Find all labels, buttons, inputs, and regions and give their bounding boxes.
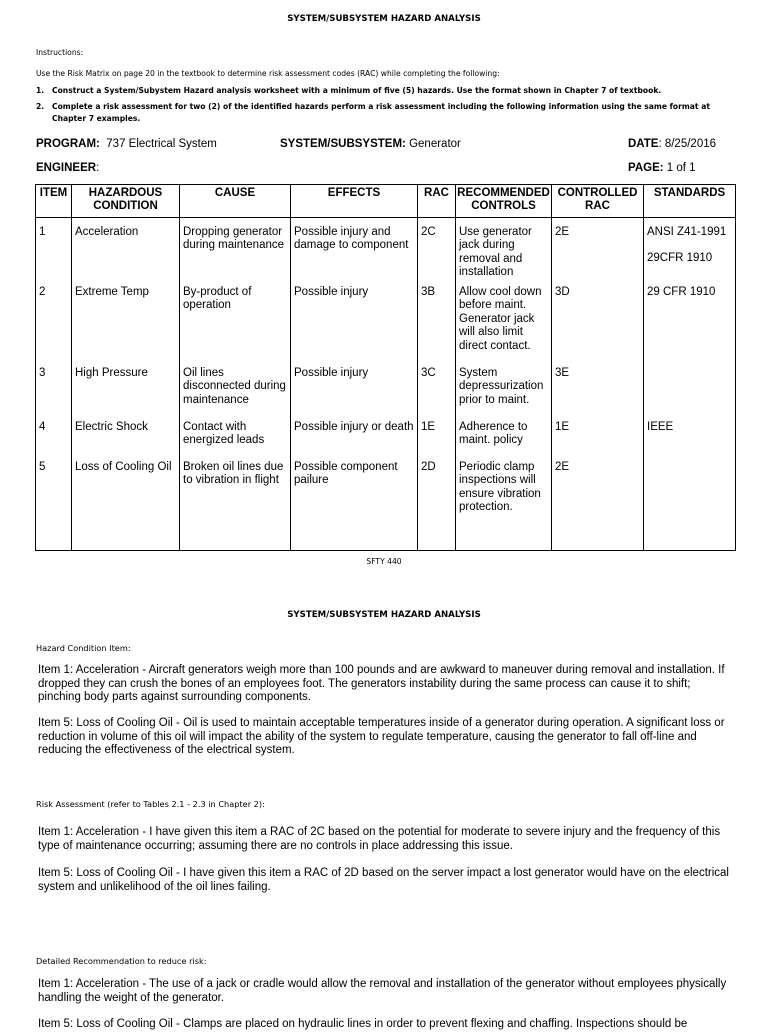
table-row [36, 286, 736, 367]
engineer-field [36, 162, 99, 174]
instructions-label: Instructions: [36, 48, 84, 57]
header-hazardous-condition [72, 185, 180, 218]
table-row [36, 421, 736, 461]
table-header-row [36, 185, 736, 218]
instruction-item-1 [36, 85, 736, 97]
cell-effects: Possible injury and damage to component [291, 218, 418, 287]
instruction-item-2 [36, 101, 736, 125]
header-text: CONTROLS [471, 200, 536, 213]
cell-controlled-rac: 3D [552, 286, 644, 367]
header-controlled-rac [552, 185, 644, 218]
risk-paragraph-item5: Item 5: Loss of Cooling Oil - I have given this item a RAC of 2D based on the server impact a lost generator would have on the electrical system and unlikelihood of the oil lines failing. [38, 867, 729, 893]
cell-hazard: Extreme Temp [72, 286, 180, 367]
cell-cause: Oil lines disconnected during maintenance [180, 367, 291, 421]
header-standards: STANDARDS [644, 185, 736, 218]
cell-controls: Use generator jack during removal and installation [456, 218, 552, 287]
cell-cause: By-product of operation [180, 286, 291, 367]
instruction-text: Construct a System/Subystem Hazard analysis worksheet with a minimum of five (5) hazards. Use the format shown in Chapter 7 of textbook. [52, 86, 662, 95]
program-label: PROGRAM: [36, 138, 100, 150]
header-text: RAC [585, 200, 610, 213]
page-footer: SFTY 440 [366, 557, 402, 566]
date-value: : 8/25/2016 [658, 138, 717, 150]
cell-hazard: Electric Shock [72, 421, 180, 461]
cell-hazard: Acceleration [72, 218, 180, 287]
page-value: 1 of 1 [663, 162, 696, 174]
hazard-analysis-table [35, 184, 736, 551]
cell-item: 1 [36, 218, 72, 287]
engineer-label: ENGINEER [36, 162, 97, 174]
cell-item: 2 [36, 286, 72, 367]
date-label: DATE [628, 138, 659, 150]
table-row [36, 461, 736, 551]
page-field [628, 162, 696, 174]
instruction-number: 1. [36, 86, 45, 95]
header-cause: CAUSE [180, 185, 291, 218]
cell-item: 3 [36, 367, 72, 421]
recommendation-paragraph-item1: Item 1: Acceleration - The use of a jack or cradle would allow the removal and installation of the generator without employees physically handling the weight of the generator. [38, 978, 727, 1004]
hazard-paragraph-item5: Item 5: Loss of Cooling Oil - Oil is used to maintain acceptable temperatures inside of a generator during operation. A significant loss or reduction in volume of this oil will impact the ability of the system to regulate temperature, causing the generator to fall off-line and reducing the effectiveness of the electrical system. [38, 717, 725, 757]
standard-text: ANSI Z41-1991 [647, 226, 727, 238]
subsystem-field [280, 138, 461, 150]
standard-text: 29CFR 1910 [647, 252, 713, 265]
table-row [36, 218, 736, 287]
cell-effects: Possible injury [291, 367, 418, 421]
cell-standards [644, 367, 736, 421]
page2-title: SYSTEM/SUBSYSTEM HAZARD ANALYSIS [287, 610, 481, 620]
header-item: ITEM [36, 185, 72, 218]
cell-controlled-rac: 3E [552, 367, 644, 421]
cell-effects: Possible component pailure [291, 461, 418, 551]
cell-rac: 3B [418, 286, 456, 367]
cell-controls: Adherence to maint. policy [456, 421, 552, 461]
page-label: PAGE: [628, 162, 664, 174]
cell-controlled-rac: 2E [552, 218, 644, 287]
header-text: HAZARDOUS [88, 187, 163, 199]
subsystem-value: Generator [409, 138, 461, 150]
subsystem-label: SYSTEM/SUBSYSTEM: [280, 138, 406, 150]
date-field [628, 138, 716, 150]
cell-hazard: Loss of Cooling Oil [72, 461, 180, 551]
cell-controls: Allow cool down before maint. Generator jack will also limit direct contact. [456, 286, 552, 367]
risk-section-label: Risk Assessment (refer to Tables 2.1 - 2.3 in Chapter 2): [36, 799, 265, 809]
header-text: CONDITION [93, 200, 158, 213]
cell-item: 4 [36, 421, 72, 461]
recommendation-section-label: Detailed Recommendation to reduce risk: [36, 956, 207, 966]
cell-standards [644, 218, 736, 287]
cell-cause: Contact with energized leads [180, 421, 291, 461]
cell-standards [644, 461, 736, 551]
cell-hazard: High Pressure [72, 367, 180, 421]
cell-standards: 29 CFR 1910 [644, 286, 736, 367]
table-row [36, 367, 736, 421]
program-value: 737 Electrical System [106, 138, 217, 150]
cell-rac: 2D [418, 461, 456, 551]
header-text: CONTROLLED [557, 187, 638, 199]
cell-cause: Broken oil lines due to vibration in flight [180, 461, 291, 551]
header-recommended-controls [456, 185, 552, 218]
cell-controls: Periodic clamp inspections will ensure vibration protection. [456, 461, 552, 551]
cell-item: 5 [36, 461, 72, 551]
instruction-text: Complete a risk assessment for two (2) of the identified hazards perform a risk assessment including the following information using the same format at Chapter 7 examples. [52, 102, 710, 123]
cell-standards: IEEE [644, 421, 736, 461]
cell-controlled-rac: 2E [552, 461, 644, 551]
cell-rac: 3C [418, 367, 456, 421]
header-text: RECOMMENDED [457, 187, 550, 199]
header-rac: RAC [418, 185, 456, 218]
cell-cause: Dropping generator during maintenance [180, 218, 291, 287]
instructions-text: Use the Risk Matrix on page 20 in the textbook to determine risk assessment codes (RAC) while completing the following: [36, 69, 500, 78]
engineer-value: : [96, 162, 100, 174]
cell-controls: System depressurization prior to maint. [456, 367, 552, 421]
cell-rac: 1E [418, 421, 456, 461]
cell-effects: Possible injury or death [291, 421, 418, 461]
hazard-paragraph-item1: Item 1: Acceleration - Aircraft generators weigh more than 100 pounds and are awkward to maneuver during removal and installation. If dropped they can crush the bones of an employees foot. The generators instability during the same process can cause it to shift; pinching body parts against surrounding components. [38, 664, 725, 704]
cell-effects: Possible injury [291, 286, 418, 367]
cell-controlled-rac: 1E [552, 421, 644, 461]
header-effects: EFFECTS [291, 185, 418, 218]
risk-paragraph-item1: Item 1: Acceleration - I have given this item a RAC of 2C based on the potential for moderate to severe injury and the frequency of this type of maintenance occurring; assuming there are no controls in place addressing this issue. [38, 826, 721, 852]
cell-rac: 2C [418, 218, 456, 287]
recommendation-paragraph-item5: Item 5: Loss of Cooling Oil - Clamps are placed on hydraulic lines in order to prevent flexing and chaffing. Inspections should be [38, 1018, 688, 1030]
program-field [36, 138, 217, 150]
instruction-number: 2. [36, 102, 45, 111]
hazard-section-label: Hazard Condition Item: [36, 643, 131, 653]
document-title: SYSTEM/SUBSYSTEM HAZARD ANALYSIS [287, 14, 481, 24]
